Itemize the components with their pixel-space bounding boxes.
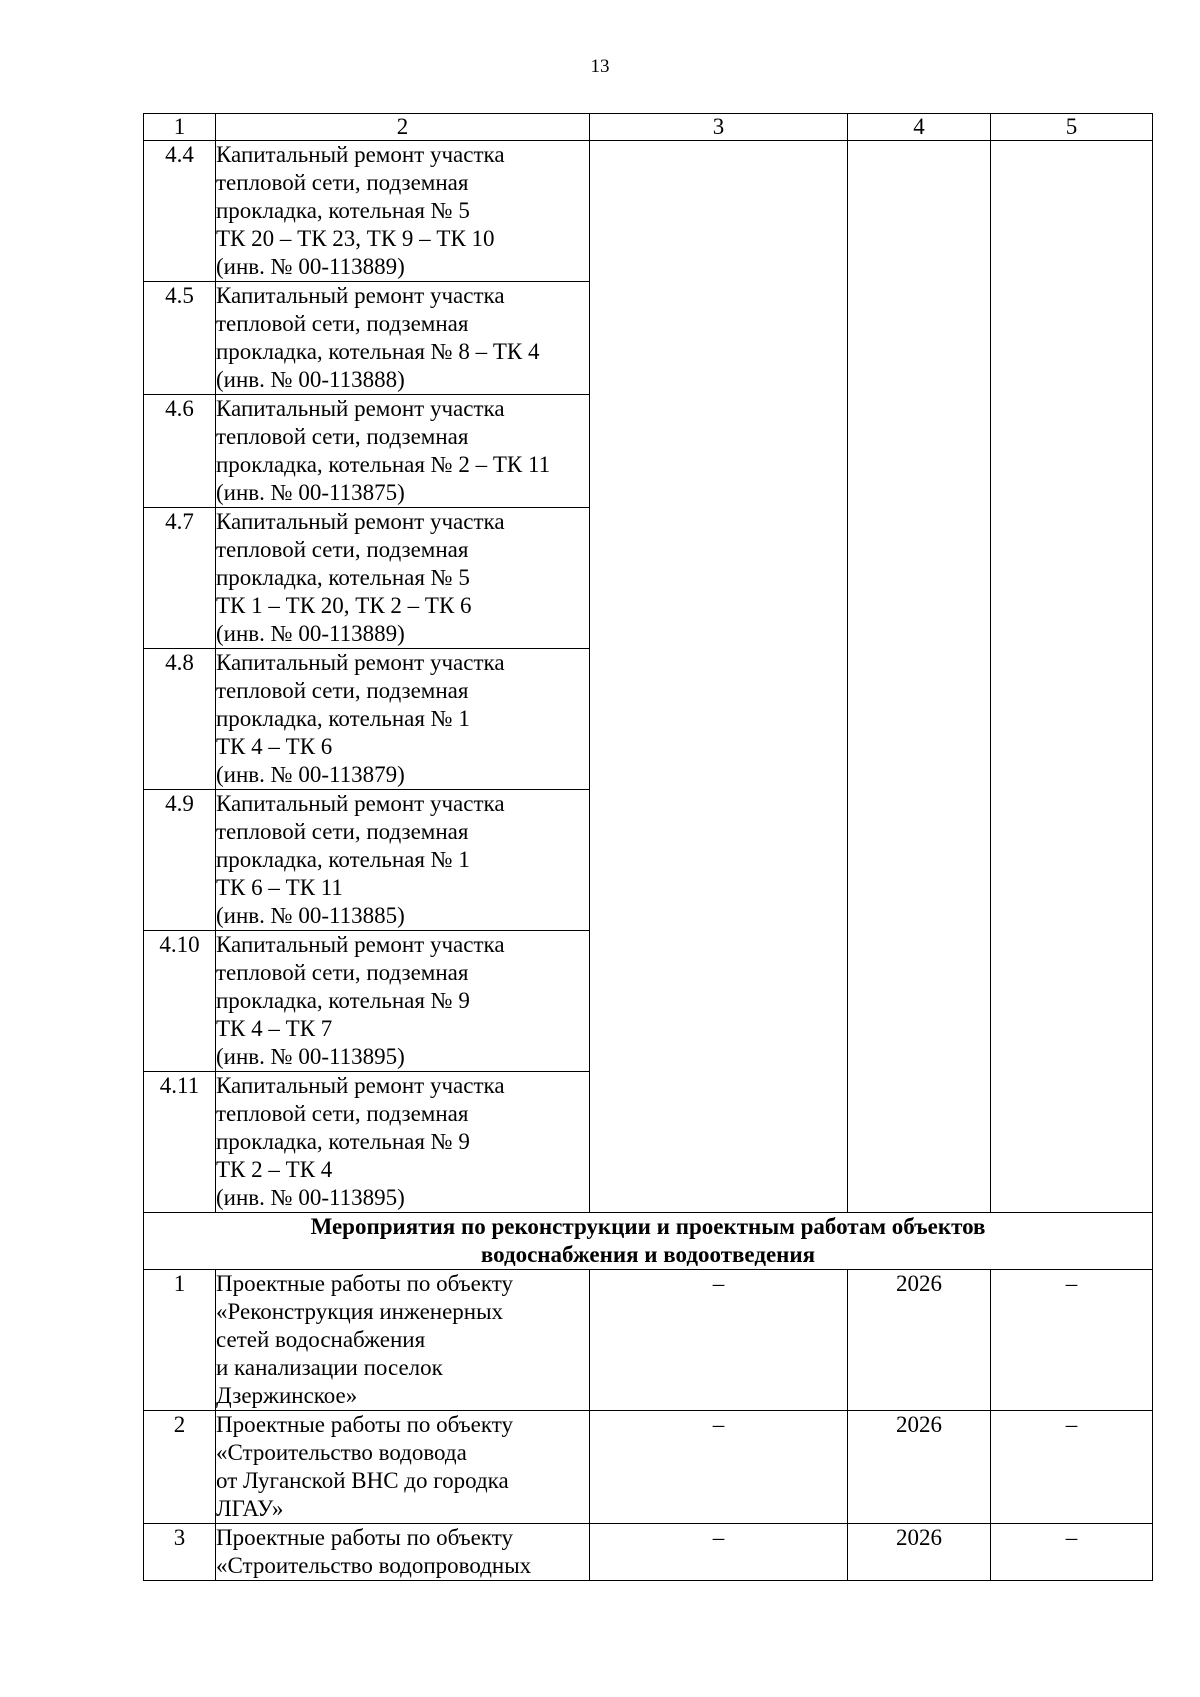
section-row — [144, 1213, 1153, 1270]
description-line: тепловой сети, подземная — [216, 819, 469, 844]
description-line: Капитальный ремонт участка — [216, 509, 505, 534]
row-description — [216, 790, 590, 931]
description-line: тепловой сети, подземная — [216, 424, 469, 449]
description-line: ТК 6 – ТК 11 — [216, 875, 343, 900]
description-line: (инв. № 00-113895) — [216, 1185, 405, 1210]
description-line: «Строительство водопроводных — [216, 1553, 532, 1578]
row-description — [216, 1524, 590, 1581]
description-line: (инв. № 00-113875) — [216, 480, 405, 505]
description-line: от Луганской ВНС до городка — [216, 1468, 509, 1493]
row-description — [216, 395, 590, 508]
description-line: Проектные работы по объекту — [216, 1525, 514, 1550]
table-row — [144, 141, 1153, 282]
description-line: ТК 20 – ТК 23, ТК 9 – ТК 10 — [216, 226, 495, 251]
description-line: (инв. № 00-113889) — [216, 621, 405, 646]
row-number: 4.10 — [144, 931, 216, 1072]
row-number: 4.4 — [144, 141, 216, 282]
description-line: прокладка, котельная № 8 – ТК 4 — [216, 339, 540, 364]
description-line: Капитальный ремонт участка — [216, 142, 505, 167]
page-number: 13 — [590, 56, 610, 77]
merged-column-5-cell — [991, 141, 1153, 1213]
row-description — [216, 1072, 590, 1213]
row-number: 4.8 — [144, 649, 216, 790]
row-number: 3 — [144, 1524, 216, 1581]
description-line: (инв. № 00-113895) — [216, 1044, 405, 1069]
description-line: Проектные работы по объекту — [216, 1271, 514, 1296]
column-5-value: – — [991, 1411, 1153, 1524]
table-row — [144, 1270, 1153, 1411]
column-3-value: – — [590, 1270, 848, 1411]
row-description — [216, 282, 590, 395]
description-line: ЛГАУ» — [216, 1496, 284, 1521]
description-line: ТК 2 – ТК 4 — [216, 1157, 333, 1182]
section-title-line: Мероприятия по реконструкции и проектным работам объектов — [310, 1214, 986, 1239]
row-number: 4.9 — [144, 790, 216, 931]
description-line: Капитальный ремонт участка — [216, 396, 505, 421]
description-line: прокладка, котельная № 1 — [216, 847, 470, 872]
description-line: «Строительство водовода — [216, 1440, 467, 1465]
row-number: 4.7 — [144, 508, 216, 649]
year-value: 2026 — [848, 1411, 991, 1524]
description-line: Капитальный ремонт участка — [216, 791, 505, 816]
description-line: тепловой сети, подземная — [216, 1101, 469, 1126]
description-line: прокладка, котельная № 9 — [216, 988, 470, 1013]
row-number: 4.6 — [144, 395, 216, 508]
header-col-2: 2 — [216, 114, 590, 141]
year-value: 2026 — [848, 1270, 991, 1411]
row-description — [216, 649, 590, 790]
row-number: 4.5 — [144, 282, 216, 395]
description-line: тепловой сети, подземная — [216, 960, 469, 985]
row-description — [216, 931, 590, 1072]
description-line: прокладка, котельная № 5 — [216, 198, 470, 223]
description-line: Дзержинское» — [216, 1383, 358, 1408]
header-row — [144, 114, 1153, 141]
description-line: прокладка, котельная № 2 – ТК 11 — [216, 452, 551, 477]
table-row — [144, 1411, 1153, 1524]
table-row — [144, 1524, 1153, 1581]
description-line: прокладка, котельная № 1 — [216, 706, 470, 731]
measures-table — [143, 113, 1153, 1581]
header-col-5: 5 — [991, 114, 1153, 141]
section-title — [144, 1213, 1153, 1270]
description-line: ТК 1 – ТК 20, ТК 2 – ТК 6 — [216, 593, 472, 618]
description-line: тепловой сети, подземная — [216, 678, 469, 703]
header-col-3: 3 — [590, 114, 848, 141]
description-line: прокладка, котельная № 9 — [216, 1129, 470, 1154]
description-line: (инв. № 00-113879) — [216, 762, 405, 787]
description-line: (инв. № 00-113888) — [216, 367, 405, 392]
row-description — [216, 141, 590, 282]
description-line: ТК 4 – ТК 6 — [216, 734, 333, 759]
description-line: (инв. № 00-113885) — [216, 903, 405, 928]
section-title-line: водоснабжения и водоотведения — [480, 1242, 816, 1267]
description-line: Капитальный ремонт участка — [216, 1073, 505, 1098]
merged-column-4-cell — [848, 141, 991, 1213]
header-col-1: 1 — [144, 114, 216, 141]
description-line: ТК 4 – ТК 7 — [216, 1016, 333, 1041]
description-line: и канализации поселок — [216, 1355, 443, 1380]
row-description — [216, 508, 590, 649]
description-line: (инв. № 00-113889) — [216, 254, 405, 279]
header-col-4: 4 — [848, 114, 991, 141]
description-line: Капитальный ремонт участка — [216, 283, 505, 308]
year-value: 2026 — [848, 1524, 991, 1581]
row-number: 4.11 — [144, 1072, 216, 1213]
description-line: «Реконструкция инженерных — [216, 1299, 504, 1324]
row-number: 2 — [144, 1411, 216, 1524]
description-line: тепловой сети, подземная — [216, 311, 469, 336]
column-3-value: – — [590, 1524, 848, 1581]
description-line: тепловой сети, подземная — [216, 170, 469, 195]
description-line: Капитальный ремонт участка — [216, 932, 505, 957]
description-line: Капитальный ремонт участка — [216, 650, 505, 675]
description-line: сетей водоснабжения — [216, 1327, 426, 1352]
merged-column-3-cell — [590, 141, 848, 1213]
row-description — [216, 1411, 590, 1524]
column-5-value: – — [991, 1524, 1153, 1581]
description-line: тепловой сети, подземная — [216, 537, 469, 562]
description-line: Проектные работы по объекту — [216, 1412, 514, 1437]
column-5-value: – — [991, 1270, 1153, 1411]
column-3-value: – — [590, 1411, 848, 1524]
row-number: 1 — [144, 1270, 216, 1411]
row-description — [216, 1270, 590, 1411]
description-line: прокладка, котельная № 5 — [216, 565, 470, 590]
